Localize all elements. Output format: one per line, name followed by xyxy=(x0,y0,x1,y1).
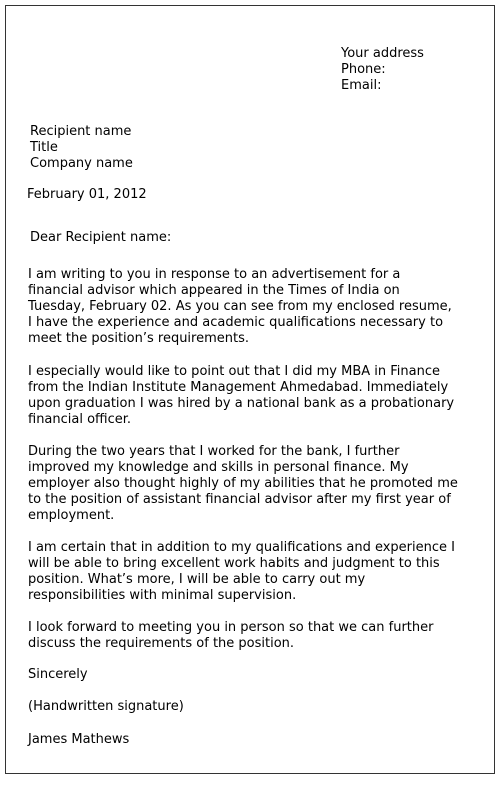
recipient-title: Title xyxy=(30,140,58,155)
recipient-name: Recipient name xyxy=(30,124,132,139)
body-paragraph-5 xyxy=(28,620,478,652)
paragraph-line: improved my knowledge and skills in personal finance. My xyxy=(28,460,409,475)
paragraph-line: upon graduation I was hired by a national bank as a probationary xyxy=(28,396,455,411)
body-paragraph-3 xyxy=(28,444,478,524)
body-paragraph-4 xyxy=(28,540,478,604)
paragraph-line: During the two years that I worked for the bank, I further xyxy=(28,444,400,459)
paragraph-line: financial officer. xyxy=(28,412,132,427)
paragraph-line: position. What’s more, I will be able to carry out my xyxy=(28,572,366,587)
paragraph-line: I look forward to meeting you in person so that we can further xyxy=(28,620,434,635)
paragraph-line: employment. xyxy=(28,508,115,523)
salutation: Dear Recipient name: xyxy=(30,230,172,245)
sender-phone: Phone: xyxy=(341,62,386,77)
paragraph-line: financial advisor which appeared in the Times of India on xyxy=(28,283,400,298)
paragraph-line: I am certain that in addition to my qualifications and experience I xyxy=(28,540,455,555)
sender-email: Email: xyxy=(341,78,382,93)
paragraph-line: I have the experience and academic qualifications necessary to xyxy=(28,315,444,330)
paragraph-line: from the Indian Institute Management Ahmedabad. Immediately xyxy=(28,380,449,395)
sender-address: Your address xyxy=(341,46,424,61)
paragraph-line: I am writing to you in response to an advertisement for a xyxy=(28,267,401,282)
signature-placeholder: (Handwritten signature) xyxy=(28,699,184,714)
letter-date: February 01, 2012 xyxy=(27,187,147,202)
paragraph-line: will be able to bring excellent work habits and judgment to this xyxy=(28,556,440,571)
recipient-company: Company name xyxy=(30,156,133,171)
paragraph-line: to the position of assistant financial advisor after my first year of xyxy=(28,492,451,507)
paragraph-line: discuss the requirements of the position. xyxy=(28,636,295,651)
signer-name: James Mathews xyxy=(28,732,130,747)
closing: Sincerely xyxy=(28,667,88,682)
paragraph-line: employer also thought highly of my abilities that he promoted me xyxy=(28,476,458,491)
paragraph-line: meet the position’s requirements. xyxy=(28,331,250,346)
paragraph-line: responsibilities with minimal supervision. xyxy=(28,588,297,603)
body-paragraph-1 xyxy=(28,267,478,347)
paragraph-line: I especially would like to point out that I did my MBA in Finance xyxy=(28,364,441,379)
body-paragraph-2 xyxy=(28,364,478,428)
letter-page xyxy=(5,5,495,774)
paragraph-line: Tuesday, February 02. As you can see from my enclosed resume, xyxy=(28,299,452,314)
